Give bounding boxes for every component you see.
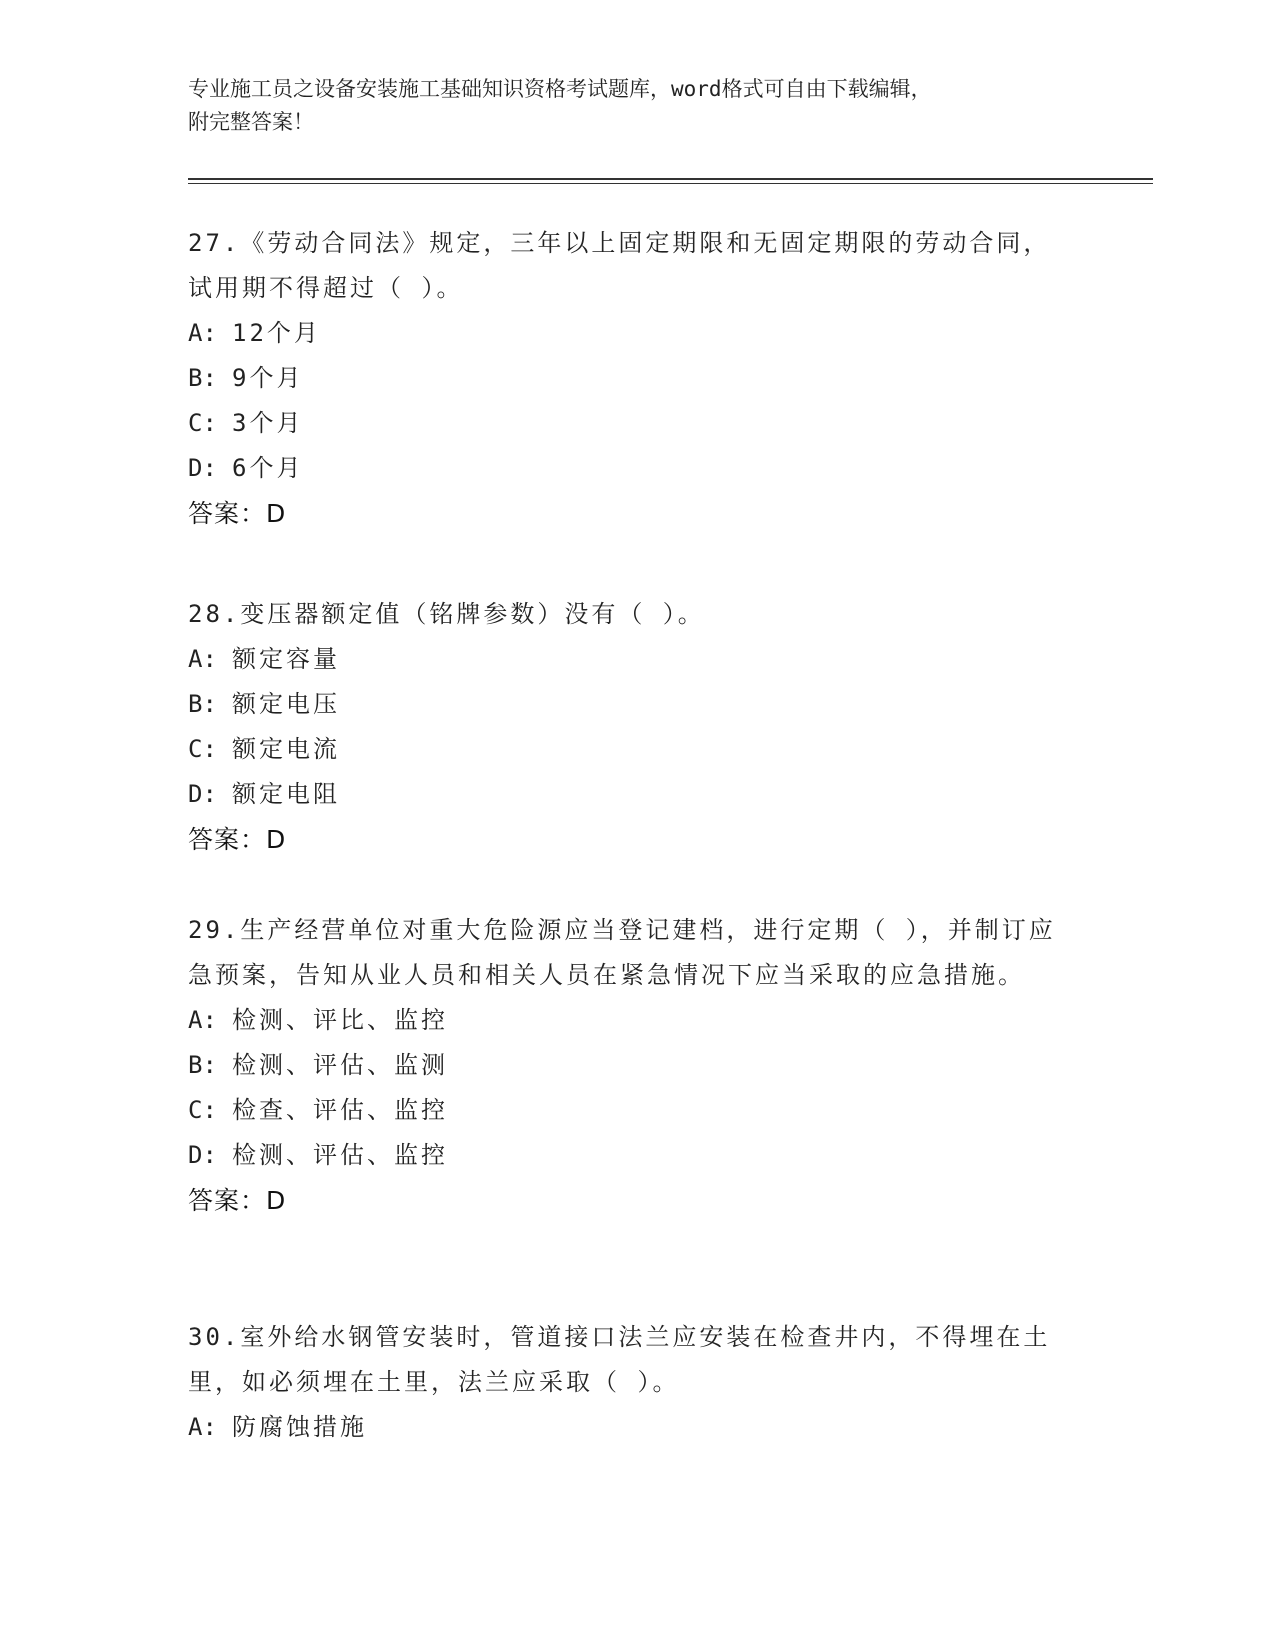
option-a	[188, 637, 1068, 682]
option-letter: A:	[188, 319, 217, 347]
option-c	[188, 1088, 1068, 1133]
option-letter: B:	[188, 1051, 217, 1079]
question-stem: 27.《劳动合同法》规定，三年以上固定期限和无固定期限的劳动合同，试用期不得超过（ ）。	[188, 229, 1051, 302]
question-28	[188, 592, 1068, 863]
option-d	[188, 446, 1068, 491]
option-b	[188, 356, 1068, 401]
option-text: 额定电阻	[232, 780, 340, 808]
answer-line: 答案：D	[188, 499, 287, 528]
option-a	[188, 998, 1068, 1043]
option-text: 检测、评比、监控	[232, 1006, 448, 1034]
option-text: 防腐蚀措施	[232, 1413, 367, 1441]
answer-line: 答案：D	[188, 825, 287, 854]
question-29	[188, 908, 1068, 1224]
option-text: 额定电压	[232, 690, 340, 718]
header-line-2: 附完整答案！	[188, 110, 314, 134]
option-text: 9个月	[232, 364, 304, 392]
option-a	[188, 1405, 1068, 1450]
option-text: 额定容量	[232, 645, 340, 673]
option-letter: A:	[188, 1413, 217, 1441]
header-divider-thick	[188, 178, 1153, 180]
option-letter: A:	[188, 1006, 217, 1034]
option-d	[188, 1133, 1068, 1178]
option-letter: D:	[188, 780, 217, 808]
option-letter: A:	[188, 645, 217, 673]
header-line-1: 专业施工员之设备安装施工基础知识资格考试题库，word格式可自由下载编辑，	[188, 77, 932, 101]
option-letter: B:	[188, 364, 217, 392]
question-30	[188, 1315, 1068, 1450]
document-header	[188, 73, 1068, 139]
option-b	[188, 1043, 1068, 1088]
option-c	[188, 727, 1068, 772]
header-divider-thin	[188, 183, 1153, 184]
option-text: 额定电流	[232, 735, 340, 763]
answer-line: 答案：D	[188, 1186, 287, 1215]
question-stem: 29.生产经营单位对重大危险源应当登记建档，进行定期（ ），并制订应急预案，告知从业人员和相关人员在紧急情况下应当采取的应急措施。	[188, 916, 1056, 989]
option-letter: C:	[188, 735, 217, 763]
option-d	[188, 772, 1068, 817]
option-letter: B:	[188, 690, 217, 718]
option-c	[188, 401, 1068, 446]
option-text: 检测、评估、监测	[232, 1051, 448, 1079]
option-text: 6个月	[232, 454, 304, 482]
option-text: 检查、评估、监控	[232, 1096, 448, 1124]
option-text: 检测、评估、监控	[232, 1141, 448, 1169]
option-letter: C:	[188, 1096, 217, 1124]
option-text: 3个月	[232, 409, 304, 437]
option-a	[188, 311, 1068, 356]
question-stem: 30.室外给水钢管安装时，管道接口法兰应安装在检查井内，不得埋在土里，如必须埋在土里，法兰应采取（ ）。	[188, 1323, 1051, 1396]
question-stem: 28.变压器额定值（铭牌参数）没有（ ）。	[188, 600, 705, 628]
option-text: 12个月	[232, 319, 321, 347]
option-letter: C:	[188, 409, 217, 437]
question-27	[188, 221, 1068, 537]
option-letter: D:	[188, 454, 217, 482]
option-letter: D:	[188, 1141, 217, 1169]
option-b	[188, 682, 1068, 727]
